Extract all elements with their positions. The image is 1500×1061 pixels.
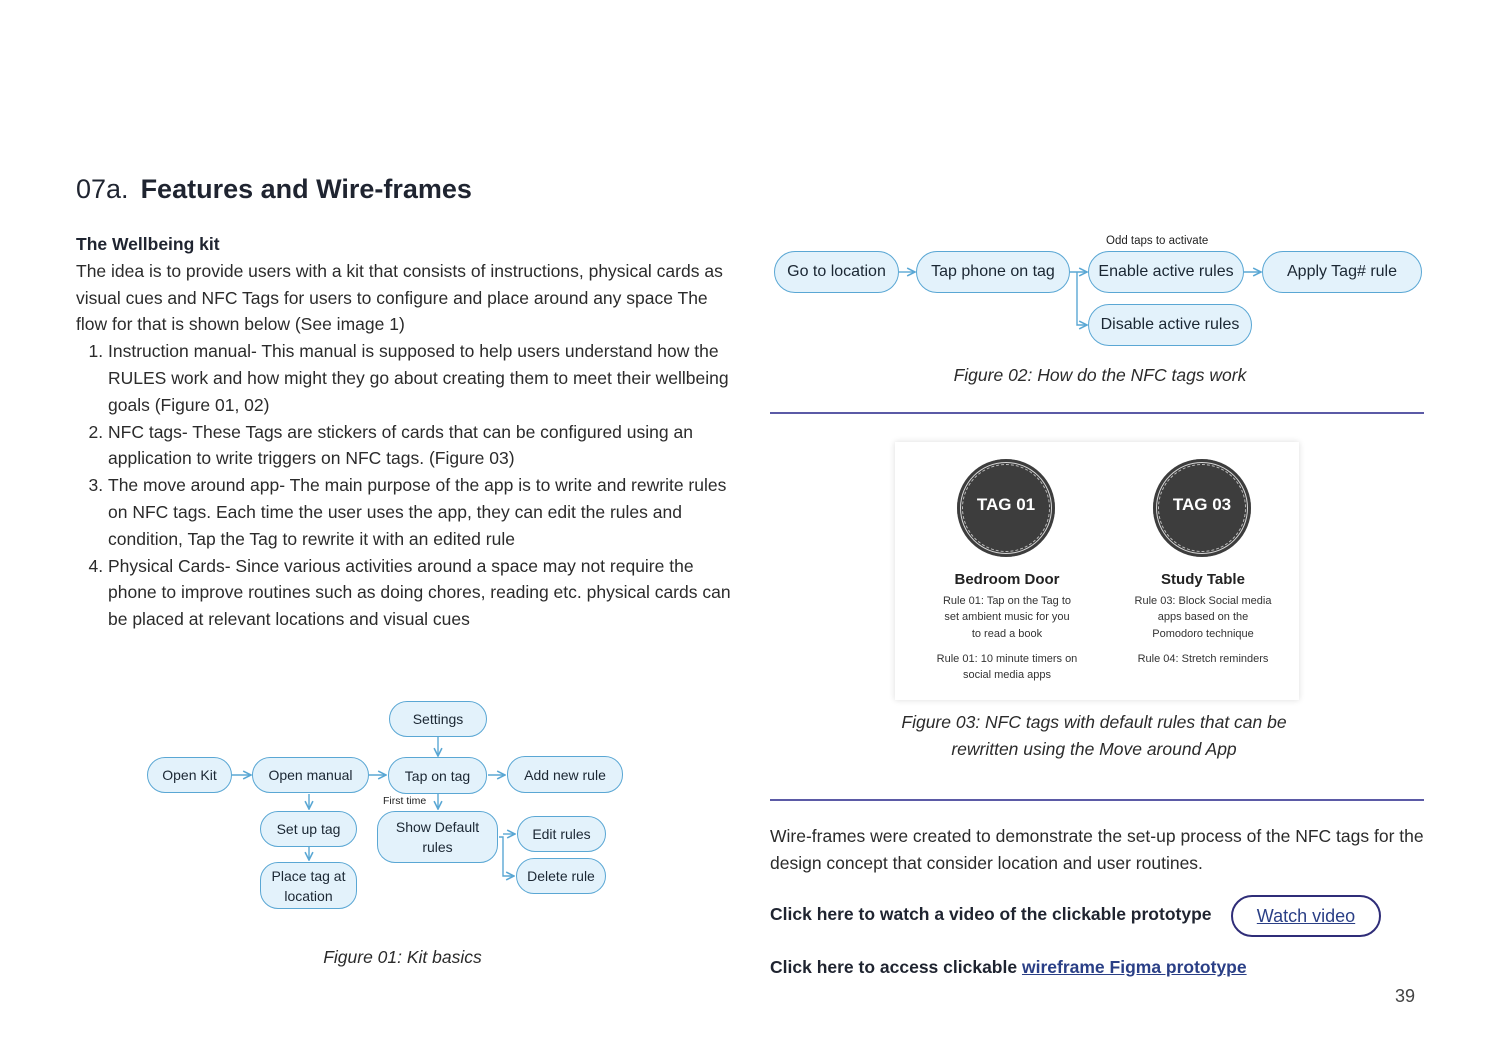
list-item: 4. Physical Cards- Since various activities around a space may not require the phone to improve routines such as doing chores, reading etc. physical cards can be placed at relevant locations and visual cues bbox=[108, 553, 736, 633]
section-divider bbox=[770, 799, 1424, 801]
figure-03-caption-line2: rewritten using the Move around App bbox=[951, 739, 1237, 759]
page-number: 39 bbox=[1395, 986, 1416, 1006]
figure-01-caption: Figure 01: Kit basics bbox=[323, 947, 482, 967]
figure-03-tag-card bbox=[895, 442, 1299, 700]
rule-line: Rule 01: 10 minute timers on bbox=[936, 653, 1078, 665]
node-disable-active-rules: Disable active rules bbox=[1088, 304, 1252, 346]
rule-line: to read a book bbox=[971, 627, 1043, 640]
tag-03-rule-a bbox=[1113, 593, 1293, 642]
subtitle: The Wellbeing kit bbox=[76, 234, 220, 254]
tag-01-label: TAG 01 bbox=[976, 495, 1036, 514]
node-add-new-rule: Add new rule bbox=[507, 756, 623, 793]
tag-03-badge bbox=[1153, 459, 1251, 557]
figure-02-caption: Figure 02: How do the NFC tags work bbox=[953, 365, 1247, 385]
tag-01-rule-a bbox=[917, 593, 1097, 642]
node-show-default-line2: rules bbox=[422, 839, 453, 855]
figure-03-caption-line1: Figure 03: NFC tags with default rules that can be bbox=[901, 712, 1287, 732]
node-place-tag-line1: Place tag at bbox=[271, 867, 346, 884]
figma-prompt: Click here to access clickable bbox=[770, 957, 1018, 977]
rule-line: Rule 03: Block Social media bbox=[1134, 595, 1272, 607]
figma-prototype-link[interactable]: wireframe Figma prototype bbox=[1021, 957, 1247, 977]
note-odd-taps: Odd taps to activate bbox=[1106, 235, 1209, 247]
tag-03-label: TAG 03 bbox=[1172, 495, 1232, 514]
section-divider bbox=[770, 412, 1424, 414]
intro-paragraph: The idea is to provide users with a kit that consists of instructions, physical cards as visual cues and NFC Tags for users to configure and place around any space The flow for that is shown below (See image 1) bbox=[76, 260, 723, 335]
watch-video-button[interactable]: Watch video bbox=[1231, 895, 1381, 937]
list-item: 1. Instruction manual- This manual is supposed to help users understand how the RULES work and how might they go about creating them to meet their wellbeing goals (Figure 01, 02) bbox=[108, 338, 736, 418]
node-delete-rule: Delete rule bbox=[516, 858, 606, 894]
node-settings: Settings bbox=[389, 701, 487, 737]
list-item: 2. NFC tags- These Tags are stickers of cards that can be configured using an application to write triggers on NFC tags. (Figure 03) bbox=[108, 419, 736, 473]
node-open-kit: Open Kit bbox=[147, 757, 232, 793]
tag-03-name: Study Table bbox=[1161, 571, 1245, 588]
rule-line: apps based on the bbox=[1157, 611, 1249, 624]
node-tap-on-tag: Tap on tag bbox=[388, 757, 487, 794]
node-apply-tag-rule: Apply Tag# rule bbox=[1262, 251, 1422, 293]
node-place-tag-line2: location bbox=[284, 887, 333, 904]
tag-01-name: Bedroom Door bbox=[954, 571, 1060, 588]
rule-line: set ambient music for you bbox=[944, 611, 1070, 624]
wireframes-paragraph: Wire-frames were created to demonstrate the set-up process of the NFC tags for the design concept that consider location and user routines. bbox=[770, 826, 1424, 873]
video-prompt: Click here to watch a video of the clickable prototype bbox=[770, 904, 1212, 924]
node-show-default-line1: Show Default bbox=[395, 819, 480, 835]
node-tap-phone-on-tag: Tap phone on tag bbox=[916, 251, 1070, 293]
rule-line: Rule 04: Stretch reminders bbox=[1137, 653, 1269, 665]
node-set-up-tag: Set up tag bbox=[260, 811, 357, 847]
tag-01-badge bbox=[957, 459, 1055, 557]
node-edit-rules: Edit rules bbox=[517, 816, 606, 852]
rule-line: Rule 01: Tap on the Tag to bbox=[942, 595, 1072, 607]
list-item: 3. The move around app- The main purpose of the app is to write and rewrite rules on NFC tags. Each time the user uses the app, they can edit the rules and condition, Tap the Tag to rewrite it with an edited rule bbox=[108, 472, 736, 552]
section-number: 07a. bbox=[76, 174, 129, 204]
node-enable-active-rules: Enable active rules bbox=[1088, 251, 1244, 293]
rule-line: social media apps bbox=[962, 669, 1052, 682]
note-first-time: First time bbox=[383, 795, 427, 807]
node-open-manual: Open manual bbox=[252, 757, 369, 793]
figure-03-caption bbox=[860, 709, 1328, 763]
tag-01-rule-b bbox=[917, 651, 1097, 684]
tag-03-rule-b bbox=[1113, 651, 1293, 667]
rule-line: Pomodoro technique bbox=[1152, 627, 1254, 640]
node-go-to-location: Go to location bbox=[774, 251, 899, 293]
figma-prompt-line bbox=[770, 957, 1247, 978]
section-title: Features and Wire-frames bbox=[140, 174, 472, 204]
